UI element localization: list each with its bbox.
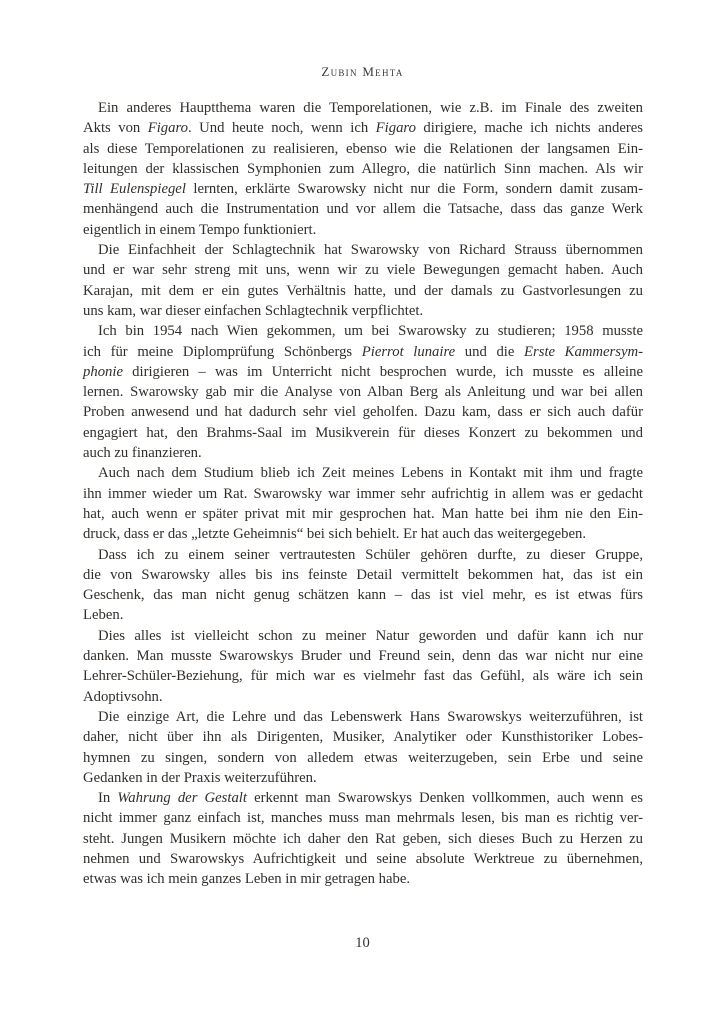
text-run: auch zu finanzieren. — [83, 445, 202, 462]
text-run: etwas was ich mein ganzes Leben in mir getragen habe. — [83, 871, 411, 888]
text-line — [83, 808, 643, 828]
paragraph — [83, 707, 643, 788]
text-run: leitungen der klassischen Symphonien zum Allegro, die natürlich Sinn machen. Als wir — [83, 160, 643, 177]
paragraph — [83, 240, 643, 321]
text-block — [83, 98, 643, 890]
text-run: daher, nicht über ihn als Dirigenten, Musiker, Analytiker oder Kunsthistoriker Lobes- — [83, 729, 643, 746]
text-line — [83, 869, 643, 889]
text-line — [83, 423, 643, 443]
text-run: und er war sehr streng mit uns, wenn wir zu viele Bewegungen gemacht haben. Auch — [83, 262, 643, 279]
italic-text-run: phonie — [83, 363, 123, 380]
italic-text-run: Pierrot lunaire — [361, 343, 456, 360]
text-run: ich für meine Diplomprüfung Schönbergs — [83, 343, 362, 360]
text-run: dirigiere, mache ich nichts anderes — [415, 120, 643, 137]
text-line — [83, 179, 643, 199]
text-run: erkennt man Swarowskys Denken vollkommen, auch wenn es — [246, 790, 643, 807]
text-line — [83, 605, 643, 625]
text-run: hymnen zu singen, sondern von alledem etwas weiterzugeben, sein Erbe und seine — [83, 749, 643, 766]
text-line — [83, 240, 643, 260]
text-run: engagiert hat, den Brahms-Saal im Musikverein für dieses Konzert zu bekommen und — [83, 424, 643, 441]
text-run: Akts von — [83, 120, 148, 137]
text-line — [83, 98, 643, 118]
text-run: und die — [455, 343, 525, 360]
text-line — [83, 199, 643, 219]
text-run: Karajan, mit dem er ein gutes Verhältnis hatte, und der damals zu Gastvorlesungen zu — [83, 282, 643, 299]
text-line — [83, 139, 643, 159]
text-run: eigentlich in einem Tempo funktioniert. — [83, 221, 317, 238]
paragraph — [83, 626, 643, 707]
text-line — [83, 362, 643, 382]
text-run: menhängend auch die Instrumentation und vor allem die Tatsache, dass das ganze Werk — [83, 201, 643, 218]
text-run: Dies alles ist vielleicht schon zu meiner Natur geworden und dafür kann ich nur — [98, 627, 643, 644]
text-line — [83, 849, 643, 869]
text-line — [83, 484, 643, 504]
text-run: druck, dass er das „letzte Geheimnis“ bei sich behielt. Er hat auch das weitergegeben. — [83, 526, 586, 543]
paragraph — [83, 98, 643, 240]
text-line — [83, 707, 643, 727]
text-run: steht. Jungen Musikern möchte ich daher den Rat geben, sich dieses Buch zu Herzen zu — [83, 830, 643, 847]
text-run: dirigieren – was im Unterricht nicht besprochen wurde, ich musste es alleine — [122, 363, 643, 380]
text-line — [83, 301, 643, 321]
text-run: Die Einfachheit der Schlagtechnik hat Swarowsky von Richard Strauss übernommen — [98, 242, 643, 259]
page-number: 10 — [355, 935, 370, 951]
text-run: nicht immer ganz einfach ist, manches muss man mehrmals lesen, bis man es richtig ver- — [83, 810, 643, 827]
text-run: In — [98, 790, 118, 807]
italic-text-run: Wahrung der Gestalt — [117, 790, 247, 807]
paragraph — [83, 545, 643, 626]
text-line — [83, 321, 643, 341]
text-line — [83, 585, 643, 605]
paragraph — [83, 788, 643, 889]
text-line — [83, 788, 643, 808]
text-run: lernen. Swarowsky gab mir die Analyse von Alban Berg als Anleitung und war bei allen — [83, 384, 643, 401]
text-line — [83, 504, 643, 524]
italic-text-run: Figaro — [375, 120, 416, 137]
text-line — [83, 565, 643, 585]
text-line — [83, 687, 643, 707]
text-run: lernten, erklärte Swarowsky nicht nur die Form, sondern damit zusam- — [185, 181, 643, 198]
text-line — [83, 748, 643, 768]
text-line — [83, 666, 643, 686]
text-line — [83, 463, 643, 483]
text-line — [83, 646, 643, 666]
text-run: ihn immer wieder um Rat. Swarowsky war immer sehr aufrichtig in allem was er gedacht — [83, 485, 643, 502]
text-line — [83, 402, 643, 422]
text-run: die von Swarowsky alles bis ins feinste Detail vermittelt bekommen hat, das ist ein — [83, 566, 643, 583]
text-run: Gedanken in der Praxis weiterzuführen. — [83, 769, 317, 786]
text-run: als diese Temporelationen zu realisieren, ebenso wie die Relationen der langsamen Ein- — [83, 140, 643, 157]
text-run: Ich bin 1954 nach Wien gekommen, um bei Swarowsky zu studieren; 1958 musste — [98, 323, 643, 340]
text-line — [83, 159, 643, 179]
text-line — [83, 342, 643, 362]
text-run: Lehrer-Schüler-Beziehung, für mich war es vielmehr fast das Gefühl, als wäre ich sein — [83, 668, 643, 685]
italic-text-run: Figaro — [147, 120, 189, 137]
text-line — [83, 545, 643, 565]
text-run: Geschenk, das man nicht genug schätzen kann – das ist viel mehr, es ist etwas fürs — [83, 587, 643, 604]
italic-text-run: Till Eulenspiegel — [83, 181, 186, 198]
running-header: Zubin Mehta — [321, 64, 404, 79]
text-run: Dass ich zu einem seiner vertrautesten Schüler gehören durfte, zu dieser Gruppe, — [98, 546, 643, 563]
text-line — [83, 281, 643, 301]
text-line — [83, 768, 643, 788]
text-run: . Und heute noch, wenn ich — [188, 120, 376, 137]
text-line — [83, 727, 643, 747]
text-run: hat, auch wenn er später privat mit mir gesprochen hat. Man hatte bei ihm nie den Ein- — [83, 505, 643, 522]
text-run: uns kam, war dieser einfachen Schlagtechnik verpflichtet. — [83, 302, 424, 319]
text-line — [83, 443, 643, 463]
text-run: Ein anderes Hauptthema waren die Temporelationen, wie z.B. im Finale des zweiten — [98, 100, 643, 116]
text-run: danken. Man musste Swarowskys Bruder und Freund sein, denn das war nicht nur eine — [83, 648, 643, 665]
text-line — [83, 118, 643, 138]
text-run: Proben anwesend und hat dadurch sehr viel geholfen. Dazu kam, dass er sich auch dafür — [83, 404, 643, 421]
text-line — [83, 626, 643, 646]
text-run: Auch nach dem Studium blieb ich Zeit meines Lebens in Kontakt mit ihm und fragte — [98, 465, 643, 482]
paragraph — [83, 321, 643, 463]
text-line — [83, 829, 643, 849]
italic-text-run: Erste Kammersym- — [524, 343, 644, 360]
paragraph — [83, 463, 643, 544]
text-line — [83, 382, 643, 402]
text-run: Leben. — [83, 607, 124, 624]
text-line — [83, 260, 643, 280]
text-line — [83, 220, 643, 240]
text-run: nehmen und Swarowskys Aufrichtigkeit und seine absolute Werktreue zu übernehmen, — [83, 850, 643, 867]
text-run: Adoptivsohn. — [83, 688, 163, 705]
text-run: Die einzige Art, die Lehre und das Lebenswerk Hans Swarowskys weiterzuführen, ist — [98, 708, 643, 725]
text-line — [83, 524, 643, 544]
